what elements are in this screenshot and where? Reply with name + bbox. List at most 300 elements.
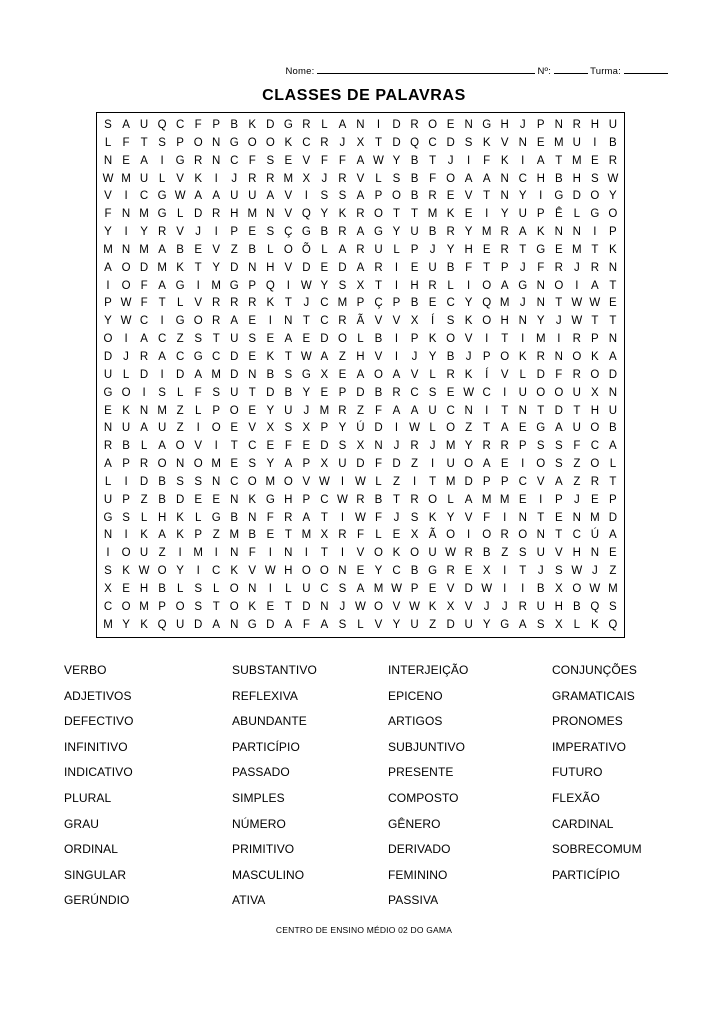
grid-cell[interactable]: E (302, 440, 311, 453)
grid-cell[interactable]: R (572, 119, 581, 131)
grid-cell[interactable]: Í (485, 368, 489, 381)
grid-cell[interactable]: G (590, 208, 600, 221)
grid-cell[interactable]: K (248, 600, 257, 613)
grid-cell[interactable]: P (609, 226, 617, 239)
grid-cell[interactable]: W (571, 297, 583, 310)
grid-cell[interactable]: N (121, 208, 131, 221)
grid-cell[interactable]: V (284, 208, 293, 221)
grid-cell[interactable]: I (593, 136, 597, 149)
grid-cell[interactable]: V (374, 315, 383, 328)
grid-cell[interactable]: B (320, 226, 329, 239)
grid-cell[interactable]: M (193, 547, 203, 560)
grid-cell[interactable]: I (304, 547, 308, 560)
grid-cell[interactable]: G (211, 511, 221, 524)
grid-cell[interactable]: T (483, 261, 491, 274)
grid-cell[interactable]: A (356, 261, 365, 274)
grid-cell[interactable]: Z (465, 422, 473, 435)
grid-cell[interactable]: B (410, 190, 419, 203)
grid-cell[interactable]: V (464, 511, 473, 524)
grid-cell[interactable]: Q (482, 297, 492, 310)
grid-cell[interactable]: E (446, 190, 455, 203)
grid-cell[interactable]: V (446, 582, 455, 595)
grid-cell[interactable]: L (176, 297, 184, 310)
grid-cell[interactable]: S (104, 565, 112, 578)
grid-cell[interactable]: Y (320, 279, 329, 292)
grid-cell[interactable]: Ç (284, 226, 293, 239)
grid-cell[interactable]: X (356, 136, 365, 149)
grid-cell[interactable]: E (482, 243, 491, 256)
grid-cell[interactable]: A (158, 243, 166, 256)
grid-cell[interactable]: U (428, 261, 437, 274)
grid-cell[interactable]: G (175, 315, 185, 328)
word-list-item[interactable]: PARTICÍPIO (552, 867, 620, 882)
grid-cell[interactable]: A (284, 618, 293, 631)
grid-cell[interactable]: B (374, 333, 383, 346)
grid-cell[interactable]: E (266, 600, 275, 613)
grid-cell[interactable]: C (212, 565, 221, 578)
grid-cell[interactable]: R (446, 368, 455, 381)
grid-cell[interactable]: P (104, 297, 112, 310)
grid-cell[interactable]: O (446, 529, 456, 542)
grid-cell[interactable]: E (320, 386, 329, 399)
grid-cell[interactable]: O (590, 422, 600, 435)
grid-cell[interactable]: U (374, 243, 383, 256)
grid-cell[interactable]: I (467, 154, 471, 167)
grid-cell[interactable]: J (591, 565, 598, 578)
grid-cell[interactable]: E (122, 582, 130, 595)
grid-cell[interactable]: R (157, 226, 167, 239)
grid-cell[interactable]: U (428, 547, 437, 560)
grid-cell[interactable]: N (103, 529, 113, 542)
grid-cell[interactable]: H (356, 350, 365, 363)
grid-cell[interactable]: G (157, 190, 167, 203)
grid-cell[interactable]: E (284, 154, 293, 167)
grid-cell[interactable]: U (157, 422, 167, 435)
grid-cell[interactable]: Q (157, 618, 167, 631)
grid-cell[interactable]: K (176, 511, 184, 524)
grid-cell[interactable]: R (374, 261, 383, 274)
grid-cell[interactable]: X (410, 315, 419, 328)
grid-cell[interactable]: I (124, 190, 128, 203)
grid-cell[interactable]: T (194, 261, 202, 274)
grid-cell[interactable]: R (284, 511, 293, 524)
grid-cell[interactable]: C (302, 136, 311, 149)
grid-cell[interactable]: R (338, 172, 347, 185)
grid-cell[interactable]: E (266, 529, 275, 542)
word-list-item[interactable]: PLURAL (64, 790, 112, 805)
grid-cell[interactable]: Y (482, 618, 491, 631)
grid-cell[interactable]: M (337, 297, 348, 310)
grid-cell[interactable]: B (284, 386, 293, 399)
grid-cell[interactable]: J (501, 600, 508, 613)
grid-cell[interactable]: X (410, 529, 419, 542)
grid-cell[interactable]: S (338, 440, 347, 453)
grid-cell[interactable]: M (572, 154, 582, 167)
grid-cell[interactable]: X (482, 565, 491, 578)
grid-cell[interactable]: H (266, 261, 275, 274)
grid-cell[interactable]: R (500, 440, 509, 453)
grid-cell[interactable]: P (410, 333, 419, 346)
grid-cell[interactable]: N (320, 600, 329, 613)
grid-cell[interactable]: I (142, 386, 146, 399)
grid-cell[interactable]: U (103, 493, 113, 506)
grid-cell[interactable]: N (284, 547, 293, 560)
grid-cell[interactable]: S (194, 333, 202, 346)
grid-cell[interactable]: U (410, 618, 419, 631)
grid-cell[interactable]: Y (464, 440, 473, 453)
grid-cell[interactable]: V (464, 600, 473, 613)
grid-cell[interactable]: J (339, 600, 346, 613)
grid-cell[interactable]: U (608, 119, 618, 131)
grid-cell[interactable]: I (539, 493, 543, 506)
grid-cell[interactable]: O (157, 458, 167, 471)
grid-cell[interactable]: R (248, 172, 257, 185)
grid-cell[interactable]: T (230, 440, 238, 453)
grid-cell[interactable]: H (284, 493, 293, 506)
grid-cell[interactable]: R (248, 297, 257, 310)
grid-cell[interactable]: L (140, 511, 148, 524)
grid-cell[interactable]: I (106, 279, 110, 292)
grid-cell[interactable]: O (500, 350, 510, 363)
grid-cell[interactable]: D (356, 386, 365, 399)
grid-cell[interactable]: Ã (356, 315, 365, 328)
grid-cell[interactable]: I (160, 315, 164, 328)
grid-cell[interactable]: J (519, 297, 526, 310)
grid-cell[interactable]: O (211, 422, 221, 435)
grid-cell[interactable]: D (302, 261, 311, 274)
grid-cell[interactable]: A (356, 226, 365, 239)
grid-cell[interactable]: H (464, 243, 473, 256)
grid-cell[interactable]: M (445, 440, 456, 453)
grid-cell[interactable]: N (230, 493, 239, 506)
grid-cell[interactable]: S (410, 511, 419, 524)
grid-cell[interactable]: Z (176, 404, 184, 417)
grid-cell[interactable]: E (609, 297, 617, 310)
grid-cell[interactable]: I (557, 333, 561, 346)
grid-cell[interactable]: H (572, 172, 581, 185)
grid-cell[interactable]: B (248, 529, 257, 542)
word-list-item[interactable]: SUBJUNTIVO (388, 739, 466, 754)
grid-cell[interactable]: A (356, 368, 365, 381)
grid-cell[interactable]: S (536, 440, 545, 453)
grid-cell[interactable]: E (446, 119, 455, 131)
grid-cell[interactable]: V (356, 172, 365, 185)
grid-cell[interactable]: F (465, 261, 473, 274)
grid-cell[interactable]: T (591, 315, 599, 328)
grid-cell[interactable]: M (481, 226, 492, 239)
grid-cell[interactable]: Q (590, 600, 600, 613)
grid-cell[interactable]: Y (122, 618, 130, 631)
word-list-item[interactable]: SUBSTANTIVO (232, 663, 317, 677)
grid-cell[interactable]: S (194, 582, 202, 595)
grid-cell[interactable]: N (266, 208, 275, 221)
grid-cell[interactable]: A (284, 458, 293, 471)
grid-cell[interactable]: L (194, 511, 202, 524)
grid-cell[interactable]: G (247, 618, 257, 631)
grid-cell[interactable]: Y (176, 565, 184, 578)
grid-cell[interactable]: A (320, 618, 329, 631)
grid-cell[interactable]: R (572, 333, 581, 346)
grid-cell[interactable]: F (266, 511, 274, 524)
grid-cell[interactable]: I (196, 565, 200, 578)
grid-cell[interactable]: G (103, 386, 113, 399)
grid-cell[interactable]: B (446, 350, 455, 363)
grid-cell[interactable]: D (464, 582, 473, 595)
number-input-rule[interactable] (554, 64, 588, 74)
grid-cell[interactable]: I (503, 582, 507, 595)
grid-cell[interactable]: M (445, 475, 456, 488)
grid-cell[interactable]: B (374, 386, 383, 399)
grid-cell[interactable]: K (500, 154, 509, 167)
grid-cell[interactable]: S (284, 368, 293, 381)
grid-cell[interactable]: W (120, 315, 132, 328)
grid-cell[interactable]: Y (392, 226, 401, 239)
grid-cell[interactable]: W (300, 279, 312, 292)
grid-cell[interactable]: V (302, 475, 311, 488)
grid-cell[interactable]: R (356, 208, 365, 221)
grid-cell[interactable]: V (176, 172, 184, 185)
grid-cell[interactable]: D (175, 368, 185, 381)
grid-cell[interactable]: K (428, 600, 437, 613)
grid-cell[interactable]: D (139, 368, 149, 381)
grid-cell[interactable]: E (609, 547, 617, 560)
grid-cell[interactable]: N (500, 190, 509, 203)
word-list-item[interactable]: CONJUNÇÕES (552, 663, 638, 677)
grid-cell[interactable]: G (157, 208, 167, 221)
grid-cell[interactable]: F (140, 279, 148, 292)
grid-cell[interactable]: C (139, 315, 149, 328)
grid-cell[interactable]: P (554, 493, 563, 506)
grid-cell[interactable]: O (193, 315, 203, 328)
grid-cell[interactable]: V (464, 333, 473, 346)
grid-cell[interactable]: O (554, 279, 564, 292)
grid-cell[interactable]: L (104, 136, 112, 149)
grid-cell[interactable]: D (536, 368, 545, 381)
grid-cell[interactable]: X (320, 458, 329, 471)
word-list-item[interactable]: FLEXÃO (552, 790, 600, 805)
grid-cell[interactable]: H (590, 119, 600, 131)
grid-cell[interactable]: O (175, 440, 185, 453)
grid-cell[interactable]: E (230, 458, 239, 471)
grid-cell[interactable]: N (139, 404, 149, 417)
grid-cell[interactable]: B (374, 493, 383, 506)
grid-cell[interactable]: W (355, 511, 366, 524)
grid-cell[interactable]: D (392, 136, 401, 149)
grid-cell[interactable]: W (300, 350, 312, 363)
grid-cell[interactable]: G (229, 136, 239, 149)
grid-cell[interactable]: J (573, 493, 580, 506)
grid-cell[interactable]: X (356, 279, 365, 292)
grid-cell[interactable]: J (123, 350, 129, 363)
grid-cell[interactable]: V (284, 190, 293, 203)
grid-cell[interactable]: W (355, 600, 366, 613)
grid-cell[interactable]: A (212, 618, 221, 631)
grid-cell[interactable]: D (392, 458, 401, 471)
grid-cell[interactable]: I (485, 404, 489, 417)
grid-cell[interactable]: J (555, 315, 562, 328)
grid-cell[interactable]: C (157, 333, 167, 346)
word-list-item[interactable]: COMPOSTO (388, 790, 459, 805)
grid-cell[interactable]: D (139, 261, 149, 274)
grid-cell[interactable]: Z (212, 529, 220, 542)
grid-cell[interactable]: R (518, 600, 527, 613)
grid-cell[interactable]: R (194, 154, 203, 167)
grid-cell[interactable]: L (573, 208, 581, 221)
grid-cell[interactable]: I (430, 458, 435, 471)
grid-cell[interactable]: G (175, 279, 185, 292)
grid-cell[interactable]: S (591, 172, 599, 185)
grid-cell[interactable]: D (464, 475, 473, 488)
grid-cell[interactable]: M (590, 511, 600, 524)
grid-cell[interactable]: A (104, 458, 112, 471)
grid-cell[interactable]: W (355, 475, 366, 488)
grid-cell[interactable]: P (176, 136, 184, 149)
grid-cell[interactable]: N (518, 511, 527, 524)
grid-cell[interactable]: G (103, 511, 113, 524)
grid-cell[interactable]: E (410, 261, 419, 274)
grid-cell[interactable]: A (302, 511, 311, 524)
grid-cell[interactable]: T (320, 511, 328, 524)
grid-cell[interactable]: R (356, 493, 365, 506)
grid-cell[interactable]: L (429, 422, 436, 435)
grid-cell[interactable]: G (500, 618, 510, 631)
grid-cell[interactable]: O (229, 600, 239, 613)
grid-cell[interactable]: U (608, 404, 618, 417)
grid-cell[interactable]: E (194, 243, 202, 256)
grid-cell[interactable]: O (590, 458, 600, 471)
grid-cell[interactable]: I (124, 529, 128, 542)
grid-cell[interactable]: Y (266, 458, 275, 471)
grid-cell[interactable]: N (554, 350, 563, 363)
grid-cell[interactable]: F (302, 618, 310, 631)
grid-cell[interactable]: K (122, 565, 130, 578)
grid-cell[interactable]: X (356, 440, 365, 453)
grid-cell[interactable]: M (572, 243, 582, 256)
grid-cell[interactable]: Ê (554, 208, 563, 221)
grid-cell[interactable]: S (518, 547, 527, 560)
grid-cell[interactable]: W (607, 172, 619, 185)
grid-cell[interactable]: F (122, 136, 130, 149)
grid-cell[interactable]: L (393, 243, 400, 256)
grid-cell[interactable]: T (393, 493, 401, 506)
word-list-item[interactable]: ORDINAL (64, 842, 119, 857)
grid-cell[interactable]: E (248, 350, 257, 363)
grid-cell[interactable]: O (301, 565, 311, 578)
grid-cell[interactable]: L (609, 458, 617, 471)
grid-cell[interactable]: A (140, 333, 148, 346)
grid-cell[interactable]: I (467, 279, 471, 292)
grid-cell[interactable]: N (554, 226, 563, 239)
grid-cell[interactable]: Y (392, 154, 401, 167)
grid-cell[interactable]: L (176, 386, 184, 399)
grid-cell[interactable]: A (212, 190, 221, 203)
grid-cell[interactable]: K (230, 565, 239, 578)
grid-cell[interactable]: V (194, 297, 202, 310)
grid-cell[interactable]: H (157, 511, 167, 524)
grid-cell[interactable]: U (121, 422, 131, 435)
grid-cell[interactable]: K (122, 404, 130, 417)
grid-cell[interactable]: N (554, 119, 563, 131)
grid-cell[interactable]: M (139, 600, 149, 613)
word-list-item[interactable]: ATIVA (232, 893, 266, 908)
grid-cell[interactable]: L (573, 618, 581, 631)
grid-cell[interactable]: R (590, 475, 600, 488)
grid-cell[interactable]: X (554, 582, 563, 595)
grid-cell[interactable]: R (536, 350, 545, 363)
grid-cell[interactable]: O (446, 172, 456, 185)
grid-cell[interactable]: P (302, 493, 311, 506)
grid-cell[interactable]: N (518, 404, 527, 417)
grid-cell[interactable]: W (445, 547, 457, 560)
grid-cell[interactable]: V (374, 618, 383, 631)
grid-cell[interactable]: A (536, 154, 545, 167)
grid-cell[interactable]: U (139, 172, 149, 185)
grid-cell[interactable]: A (284, 333, 293, 346)
grid-cell[interactable]: O (121, 386, 131, 399)
grid-cell[interactable]: M (211, 458, 221, 471)
grid-cell[interactable]: T (591, 243, 599, 256)
grid-cell[interactable]: Z (158, 547, 166, 560)
grid-cell[interactable]: S (428, 386, 437, 399)
word-list-item[interactable]: FUTURO (552, 765, 603, 780)
grid-cell[interactable]: Q (265, 279, 275, 292)
grid-cell[interactable]: U (302, 582, 311, 595)
grid-cell[interactable]: A (591, 279, 599, 292)
grid-cell[interactable]: N (230, 618, 239, 631)
word-list-item[interactable]: IMPERATIVO (552, 739, 627, 754)
grid-cell[interactable]: I (286, 279, 290, 292)
grid-cell[interactable]: U (230, 190, 239, 203)
grid-cell[interactable]: T (429, 154, 437, 167)
grid-cell[interactable]: K (446, 208, 455, 221)
grid-cell[interactable]: I (394, 422, 399, 435)
word-list-item[interactable]: GÊNERO (388, 816, 441, 831)
word-list-item[interactable]: MASCULINO (232, 867, 305, 882)
grid-cell[interactable]: C (139, 190, 149, 203)
grid-cell[interactable]: R (338, 404, 347, 417)
grid-cell[interactable]: T (212, 600, 220, 613)
grid-cell[interactable]: R (410, 440, 419, 453)
grid-cell[interactable]: X (554, 618, 563, 631)
grid-cell[interactable]: S (104, 119, 112, 131)
grid-cell[interactable]: R (428, 190, 437, 203)
grid-cell[interactable]: M (554, 136, 564, 149)
grid-cell[interactable]: F (429, 172, 437, 185)
grid-cell[interactable]: T (483, 190, 491, 203)
grid-cell[interactable]: C (428, 136, 437, 149)
grid-cell[interactable]: H (500, 315, 509, 328)
grid-cell[interactable]: A (320, 350, 329, 363)
grid-cell[interactable]: Y (374, 565, 383, 578)
grid-cell[interactable]: T (374, 279, 382, 292)
grid-cell[interactable]: P (230, 226, 239, 239)
grid-cell[interactable]: S (609, 600, 617, 613)
grid-cell[interactable]: N (536, 279, 545, 292)
grid-cell[interactable]: B (609, 136, 617, 149)
grid-cell[interactable]: Y (609, 190, 617, 203)
grid-cell[interactable]: F (194, 119, 202, 131)
grid-cell[interactable]: I (394, 261, 399, 274)
grid-cell[interactable]: L (158, 172, 166, 185)
grid-cell[interactable]: O (229, 404, 239, 417)
grid-cell[interactable]: W (102, 172, 114, 185)
grid-cell[interactable]: K (482, 136, 491, 149)
grid-cell[interactable]: K (194, 172, 202, 185)
grid-cell[interactable]: L (375, 529, 382, 542)
grid-cell[interactable]: W (481, 582, 493, 595)
grid-cell[interactable]: M (247, 208, 258, 221)
grid-cell[interactable]: N (536, 297, 545, 310)
